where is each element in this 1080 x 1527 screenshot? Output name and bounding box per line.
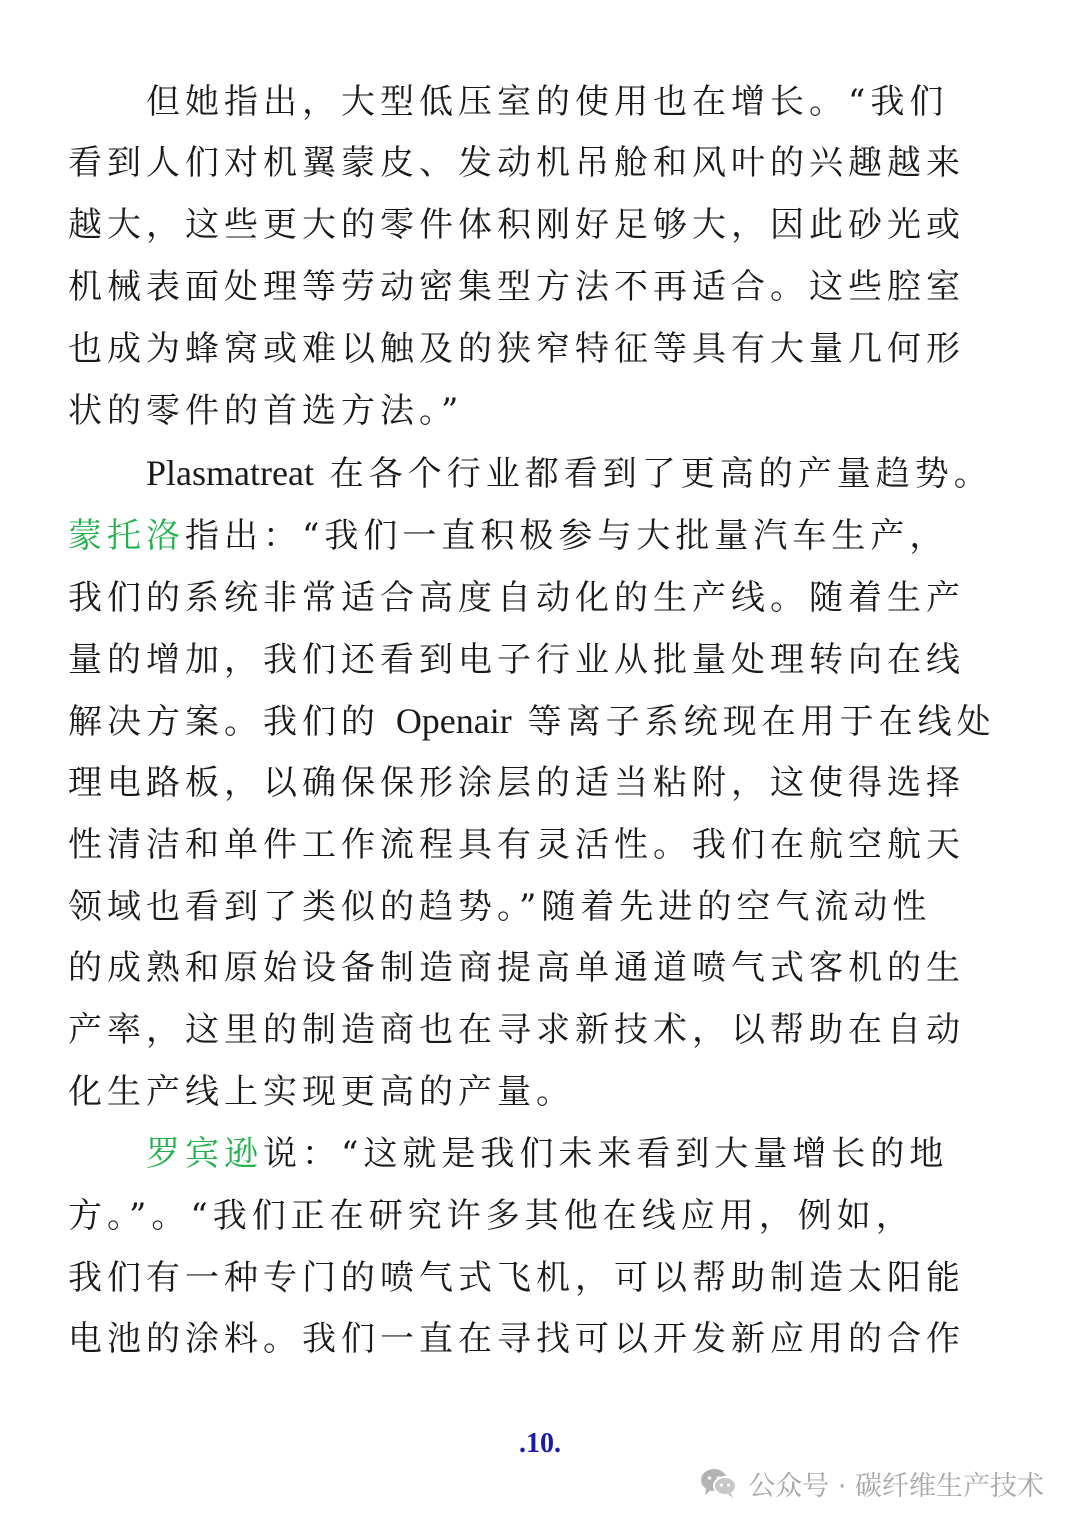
watermark bbox=[700, 1458, 1044, 1508]
text-line: 蒙托洛指出：“我们一直积极参与大批量汽车生产， bbox=[68, 516, 949, 556]
text-line: 化生产线上实现更高的产量。 bbox=[68, 1072, 575, 1112]
person-name: 蒙托洛 bbox=[68, 516, 185, 556]
company-name: Plasmatreat bbox=[146, 453, 314, 493]
text-line: 解决方案。我们的 Openair 等离子系统现在用于在线处 bbox=[68, 701, 996, 742]
text-line: 看到人们对机翼蒙皮、发动机吊舱和风叶的兴趣越来 bbox=[68, 143, 965, 183]
text-line: Plasmatreat 在各个行业都看到了更高的产量趋势。 bbox=[146, 453, 993, 494]
text-line: 罗宾逊说：“这就是我们未来看到大量增长的地 bbox=[146, 1134, 949, 1174]
person-name: 罗宾逊 bbox=[146, 1134, 263, 1174]
text-line: 量的增加，我们还看到电子行业从批量处理转向在线 bbox=[68, 640, 965, 680]
page-number: .10. bbox=[519, 1428, 561, 1459]
product-name: Openair bbox=[395, 701, 512, 741]
text-line: 产率，这里的制造商也在寻求新技术，以帮助在自动 bbox=[68, 1010, 965, 1050]
watermark-text: 公众号 · 碳纤维生产技术 bbox=[748, 1470, 1044, 1502]
text-line: 机械表面处理等劳动密集型方法不再适合。这些腔室 bbox=[68, 267, 965, 307]
text-line: 状的零件的首选方法。” bbox=[68, 391, 464, 431]
text-line: 性清洁和单件工作流程具有灵活性。我们在航空航天 bbox=[68, 825, 965, 865]
text-line: 我们有一种专门的喷气式飞机，可以帮助制造太阳能 bbox=[68, 1258, 965, 1298]
text-line: 但她指出，大型低压室的使用也在增长。“我们 bbox=[146, 82, 949, 122]
text-line: 理电路板，以确保保形涂层的适当粘附，这使得选择 bbox=[68, 763, 965, 803]
wechat-icon bbox=[700, 1467, 738, 1499]
text-line: 我们的系统非常适合高度自动化的生产线。随着生产 bbox=[68, 578, 965, 618]
text-line: 越大，这些更大的零件体积刚好足够大，因此砂光或 bbox=[68, 205, 965, 245]
text-line: 的成熟和原始设备制造商提高单通道喷气式客机的生 bbox=[68, 948, 965, 988]
text-line: 也成为蜂窝或难以触及的狭窄特征等具有大量几何形 bbox=[68, 329, 965, 369]
text-line: 方。”。“我们正在研究许多其他在线应用，例如， bbox=[68, 1196, 915, 1236]
text-line: 电池的涂料。我们一直在寻找可以开发新应用的合作 bbox=[68, 1319, 965, 1359]
text-line: 领域也看到了类似的趋势。”随着先进的空气流动性 bbox=[68, 887, 932, 927]
